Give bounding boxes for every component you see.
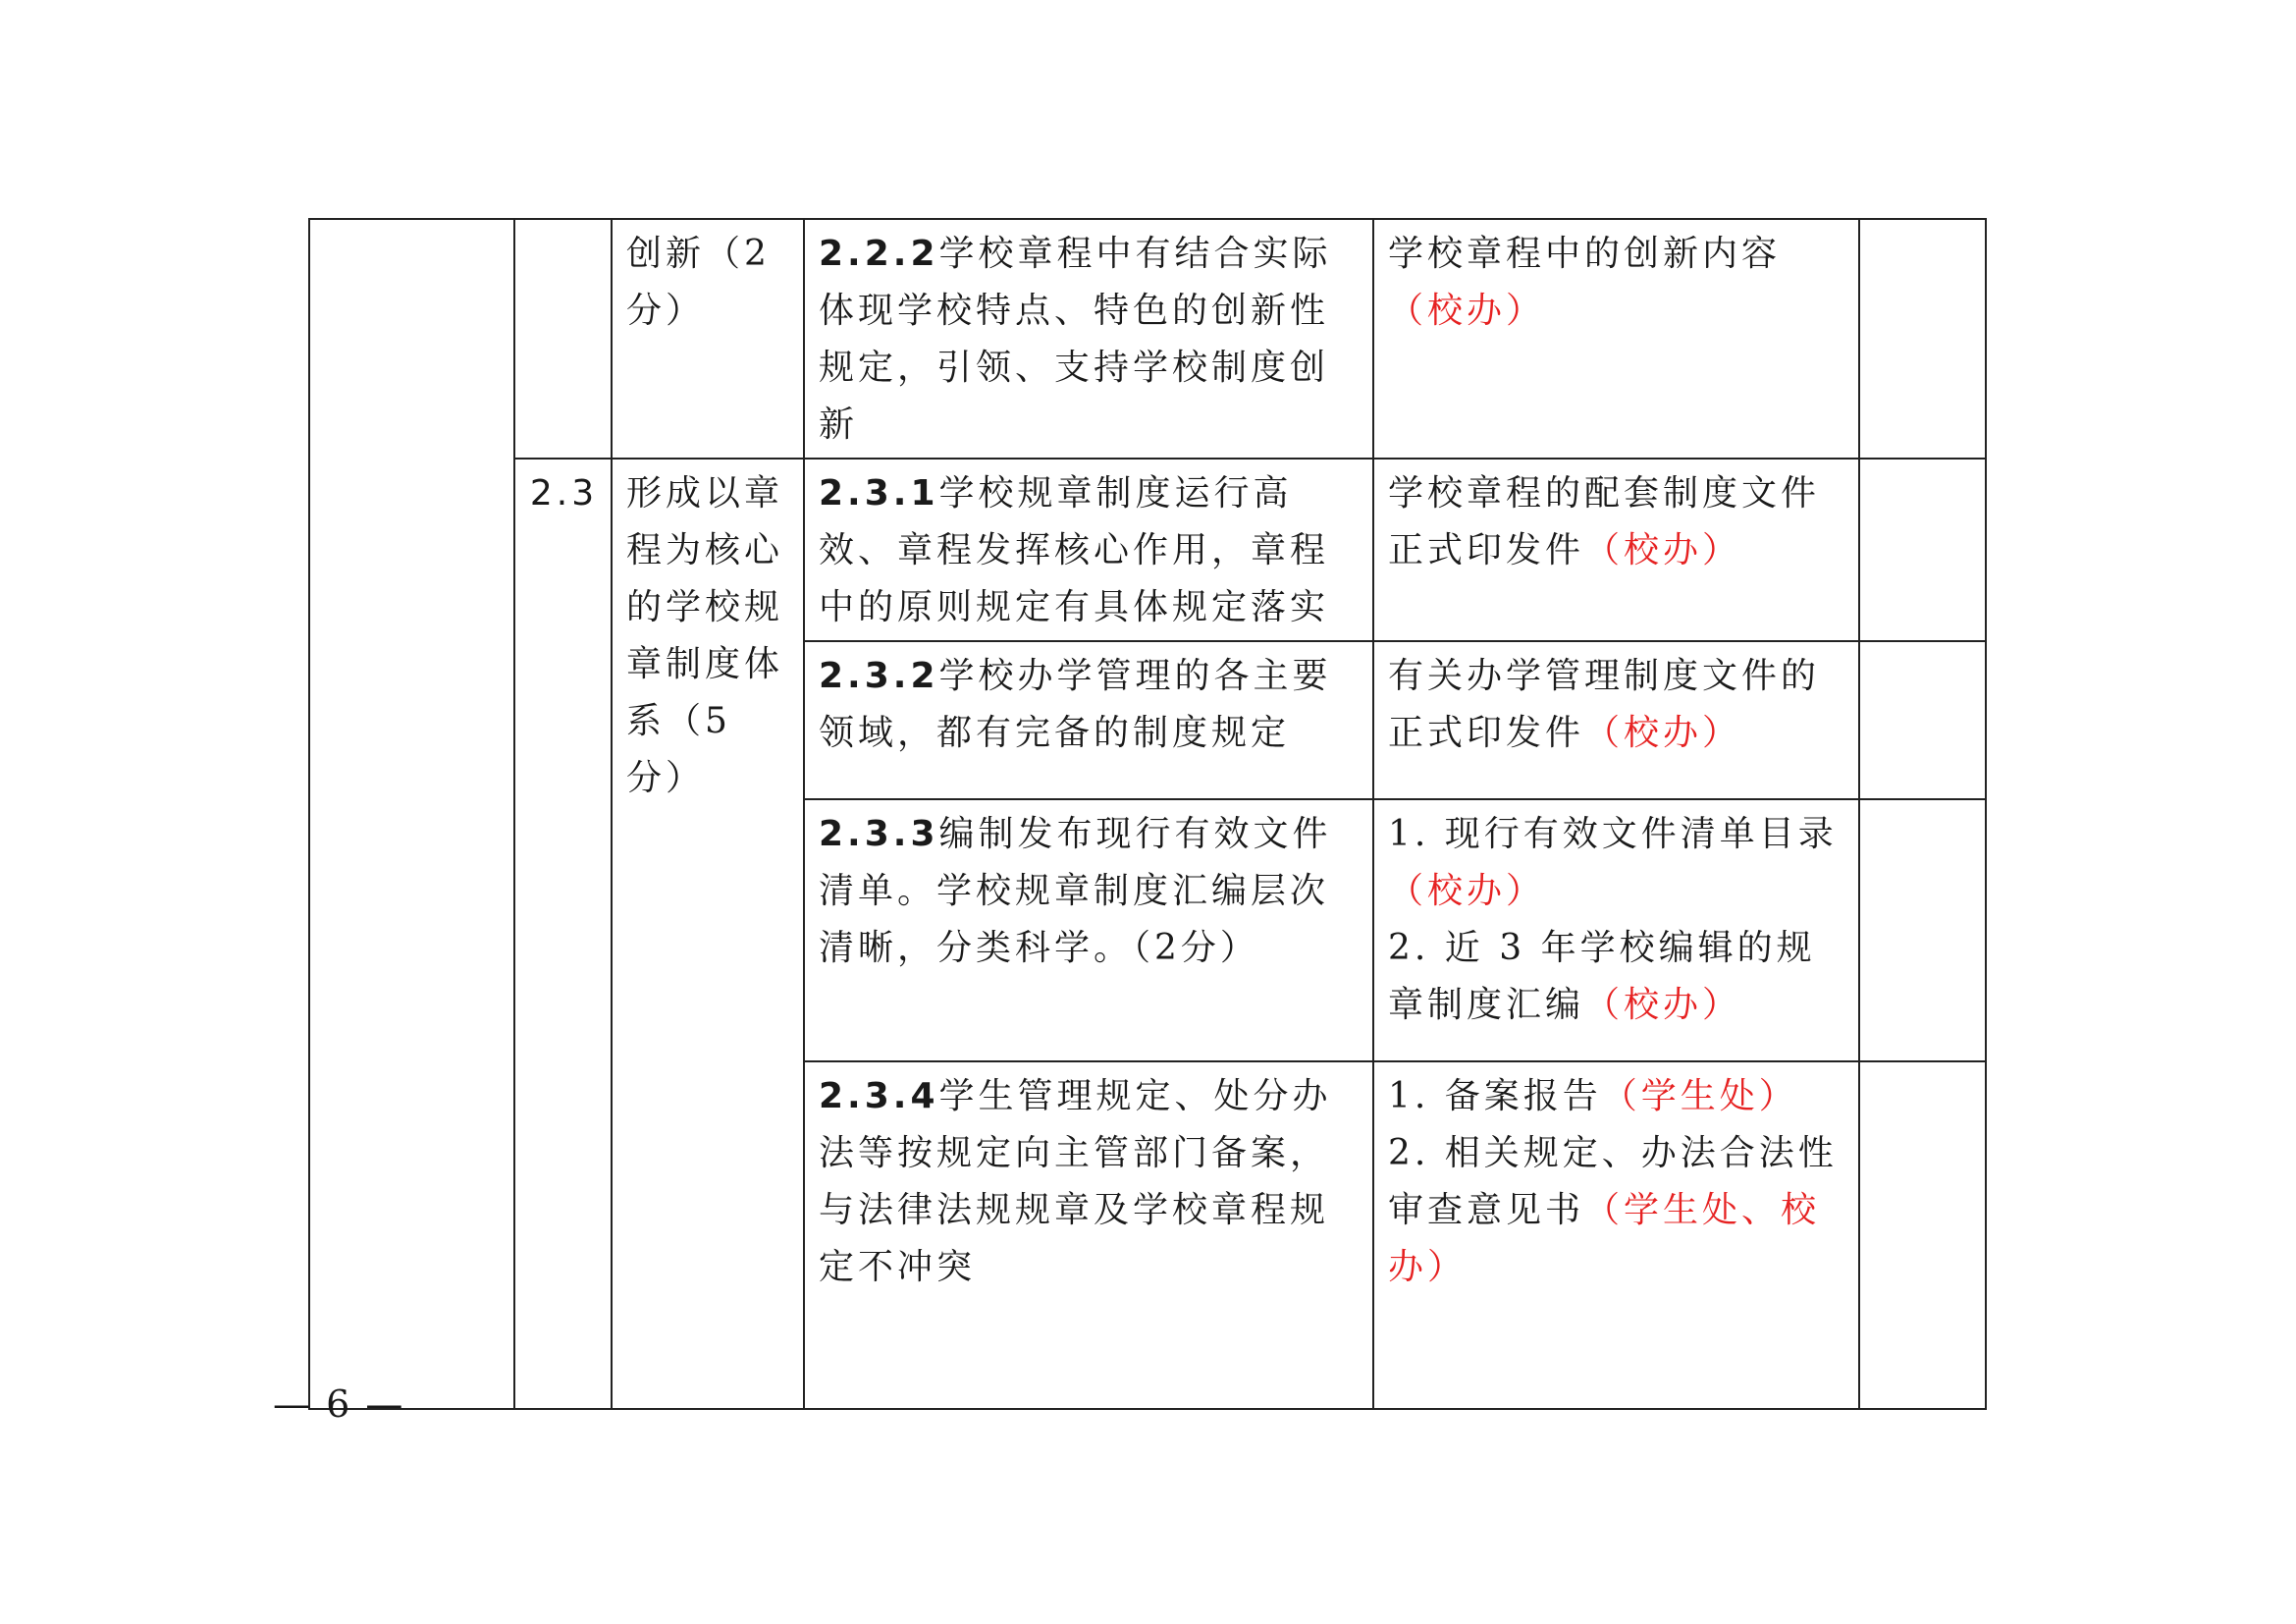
evidence-dept: （校办） <box>1388 291 1546 331</box>
item-title-cell <box>612 219 804 459</box>
secondary-number-cell <box>514 459 612 1409</box>
evidence-cell <box>1373 799 1859 1061</box>
criteria-cell <box>804 459 1373 641</box>
criteria-text: 学校规章制度运行高效、章程发挥核心作用，章程中的原则规定有具体规定落实 <box>819 473 1330 627</box>
criteria-code: 2.3.1 <box>819 473 939 514</box>
criteria-cell <box>804 799 1373 1061</box>
evidence-text: 2. 相关规定、办法合法性审查意见书 <box>1388 1133 1838 1230</box>
criteria-code: 2.3.4 <box>819 1076 939 1116</box>
evidence-text: 1. 现行有效文件清单目录 <box>1388 814 1838 854</box>
evidence-text: 2. 近 3 年学校编辑的规章制度汇编 <box>1388 928 1816 1025</box>
item-title-cell <box>612 459 804 1409</box>
score-cell <box>1859 459 1986 641</box>
evidence-item <box>1388 648 1846 762</box>
evidence-dept: （校办） <box>1584 985 1742 1025</box>
table-row-2-2-2 <box>309 219 1986 459</box>
criteria-cell <box>804 641 1373 799</box>
score-cell <box>1859 1061 1986 1409</box>
evidence-cell <box>1373 459 1859 641</box>
score-cell <box>1859 219 1986 459</box>
criteria-cell <box>804 1061 1373 1409</box>
criteria-code: 2.3.2 <box>819 656 939 696</box>
evidence-cell <box>1373 1061 1859 1409</box>
table-row-2-3-1 <box>309 459 1986 641</box>
primary-indicator-cell <box>309 219 514 1409</box>
page-number: — 6 — <box>273 1382 405 1426</box>
criteria-code: 2.2.2 <box>819 234 939 274</box>
criteria-cell <box>804 219 1373 459</box>
evidence-dept: （学生处、校办） <box>1388 1190 1821 1287</box>
evidence-item <box>1388 1125 1846 1296</box>
score-cell <box>1859 641 1986 799</box>
evidence-cell <box>1373 219 1859 459</box>
evidence-item <box>1388 465 1846 579</box>
criteria-text: 编制发布现行有效文件清单。学校规章制度汇编层次清晰，分类科学。（2分） <box>819 814 1332 968</box>
evidence-item <box>1388 1068 1846 1125</box>
criteria-code: 2.3.3 <box>819 814 939 854</box>
evidence-cell <box>1373 641 1859 799</box>
criteria-text: 学校章程中有结合实际体现学校特点、特色的创新性规定，引领、支持学校制度创新 <box>819 234 1332 445</box>
evidence-item <box>1388 806 1846 920</box>
evidence-dept: （校办） <box>1388 871 1546 911</box>
section-number: 2.3 <box>529 473 599 514</box>
secondary-number-cell <box>514 219 612 459</box>
evidence-item <box>1388 920 1846 1034</box>
item-title: 创新（2分） <box>626 234 771 331</box>
evidence-text: 有关办学管理制度文件的正式印发件 <box>1388 656 1821 753</box>
evidence-text: 学校章程中的创新内容 <box>1388 234 1782 274</box>
evidence-item <box>1388 226 1846 340</box>
evidence-text: 学校章程的配套制度文件正式印发件 <box>1388 473 1821 570</box>
evidence-dept: （校办） <box>1584 530 1742 570</box>
evidence-dept: （校办） <box>1584 713 1742 753</box>
item-title: 形成以章程为核心的学校规章制度体系（5分） <box>626 473 784 798</box>
criteria-text: 学校办学管理的各主要领域，都有完备的制度规定 <box>819 656 1332 753</box>
evidence-text: 1. 备案报告 <box>1388 1076 1602 1116</box>
evaluation-table <box>308 218 1987 1410</box>
evidence-dept: （学生处） <box>1601 1076 1798 1116</box>
criteria-text: 学生管理规定、处分办法等按规定向主管部门备案，与法律法规规章及学校章程规定不冲突 <box>819 1076 1332 1287</box>
score-cell <box>1859 799 1986 1061</box>
